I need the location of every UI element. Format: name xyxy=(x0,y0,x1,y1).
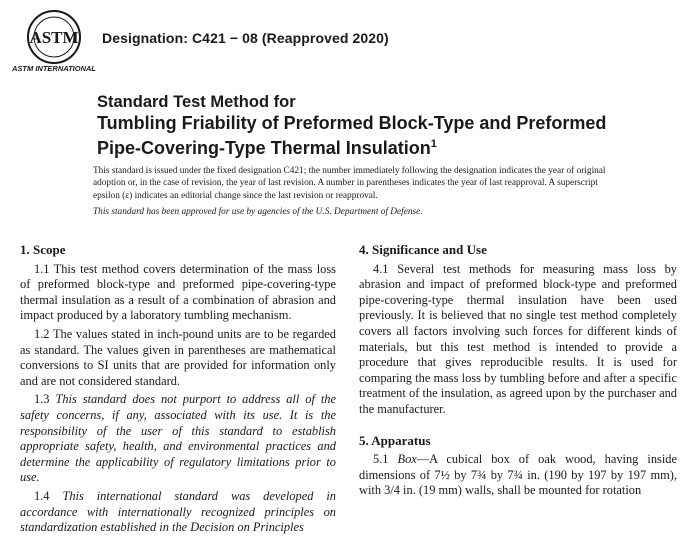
title-footnote-mark: 1 xyxy=(430,138,437,150)
logo-text: ASTM INTERNATIONAL xyxy=(11,64,97,73)
scope-heading: 1. Scope xyxy=(20,242,66,257)
significance-heading: 4. Significance and Use xyxy=(359,242,487,257)
scope-para-1-1: 1.1 This test method covers determination of the mass loss of preformed block-type and preformed pipe-covering-type thermal insulation as a result of a combination of abrasion and impact produced by a laboratory tumbling mechanism. xyxy=(20,261,336,323)
scope-para-1-4: 1.4 This international standard was developed in accordance with internationally recognized principles on standardization established in the Decision on Principles xyxy=(20,488,336,535)
title-line-1: Standard Test Method for xyxy=(97,93,296,111)
scope-para-1-3: 1.3 This standard does not purport to address all of the safety concerns, if any, associated with its use. It is the responsibility of the user of this standard to establish appropriate safety, health, and environmental practices and determine the applicability of regulatory limitations prior to use. xyxy=(20,392,336,485)
svg-text:ASTM: ASTM xyxy=(29,28,79,47)
title-line-2: Tumbling Friability of Preformed Block-Type and Preformed xyxy=(97,113,607,133)
astm-logo xyxy=(11,8,97,74)
issuance-notice: This standard is issued under the fixed designation C421; the number immediately following the designation indicates the year of original adoption or, in the case of revision, the year of last revision. A number in parentheses indicates the year of last reapproval. A superscript epsilon (ε) indicates an editorial change since the last revision or reapproval. xyxy=(93,166,606,201)
significance-para-4-1: 4.1 Several test methods for measuring mass loss by abrasion and impact of preformed block-type and preformed pipe-covering-type thermal insulation have been used previously. It is believed that no single test method completely covers all factors involving such forces for different kinds of materials, but this test method is intended to provide a procedure that gives reproducible results. It is used for comparing the mass loss by tumbling before and after a specific treatment of the insulation, as agreed upon by the purchaser and the manufacturer. xyxy=(359,261,677,416)
apparatus-para-5-1: 5.1 Box—A cubical box of oak wood, having inside dimensions of 7½ by 7¾ by 7¾ in. (190 by 197 by 197 mm), with 3/4 in. (19 mm) walls, shall be mounted for rotation xyxy=(359,452,677,498)
right-column xyxy=(359,242,677,502)
dod-approval-notice: This standard has been approved for use by agencies of the U.S. Department of Defense. xyxy=(93,207,423,217)
designation: Designation: C421 − 08 (Reapproved 2020) xyxy=(102,30,389,46)
title-line-3: Pipe-Covering-Type Thermal Insulation$^1$ xyxy=(97,138,437,158)
apparatus-heading: 5. Apparatus xyxy=(359,432,431,448)
scope-para-1-2: 1.2 The values stated in inch-pound units are to be regarded as standard. The values given in parentheses are mathematical conversions to SI units that are provided for information only and are not considered standard. xyxy=(20,326,336,388)
document-title xyxy=(97,92,657,159)
left-column xyxy=(20,242,336,539)
